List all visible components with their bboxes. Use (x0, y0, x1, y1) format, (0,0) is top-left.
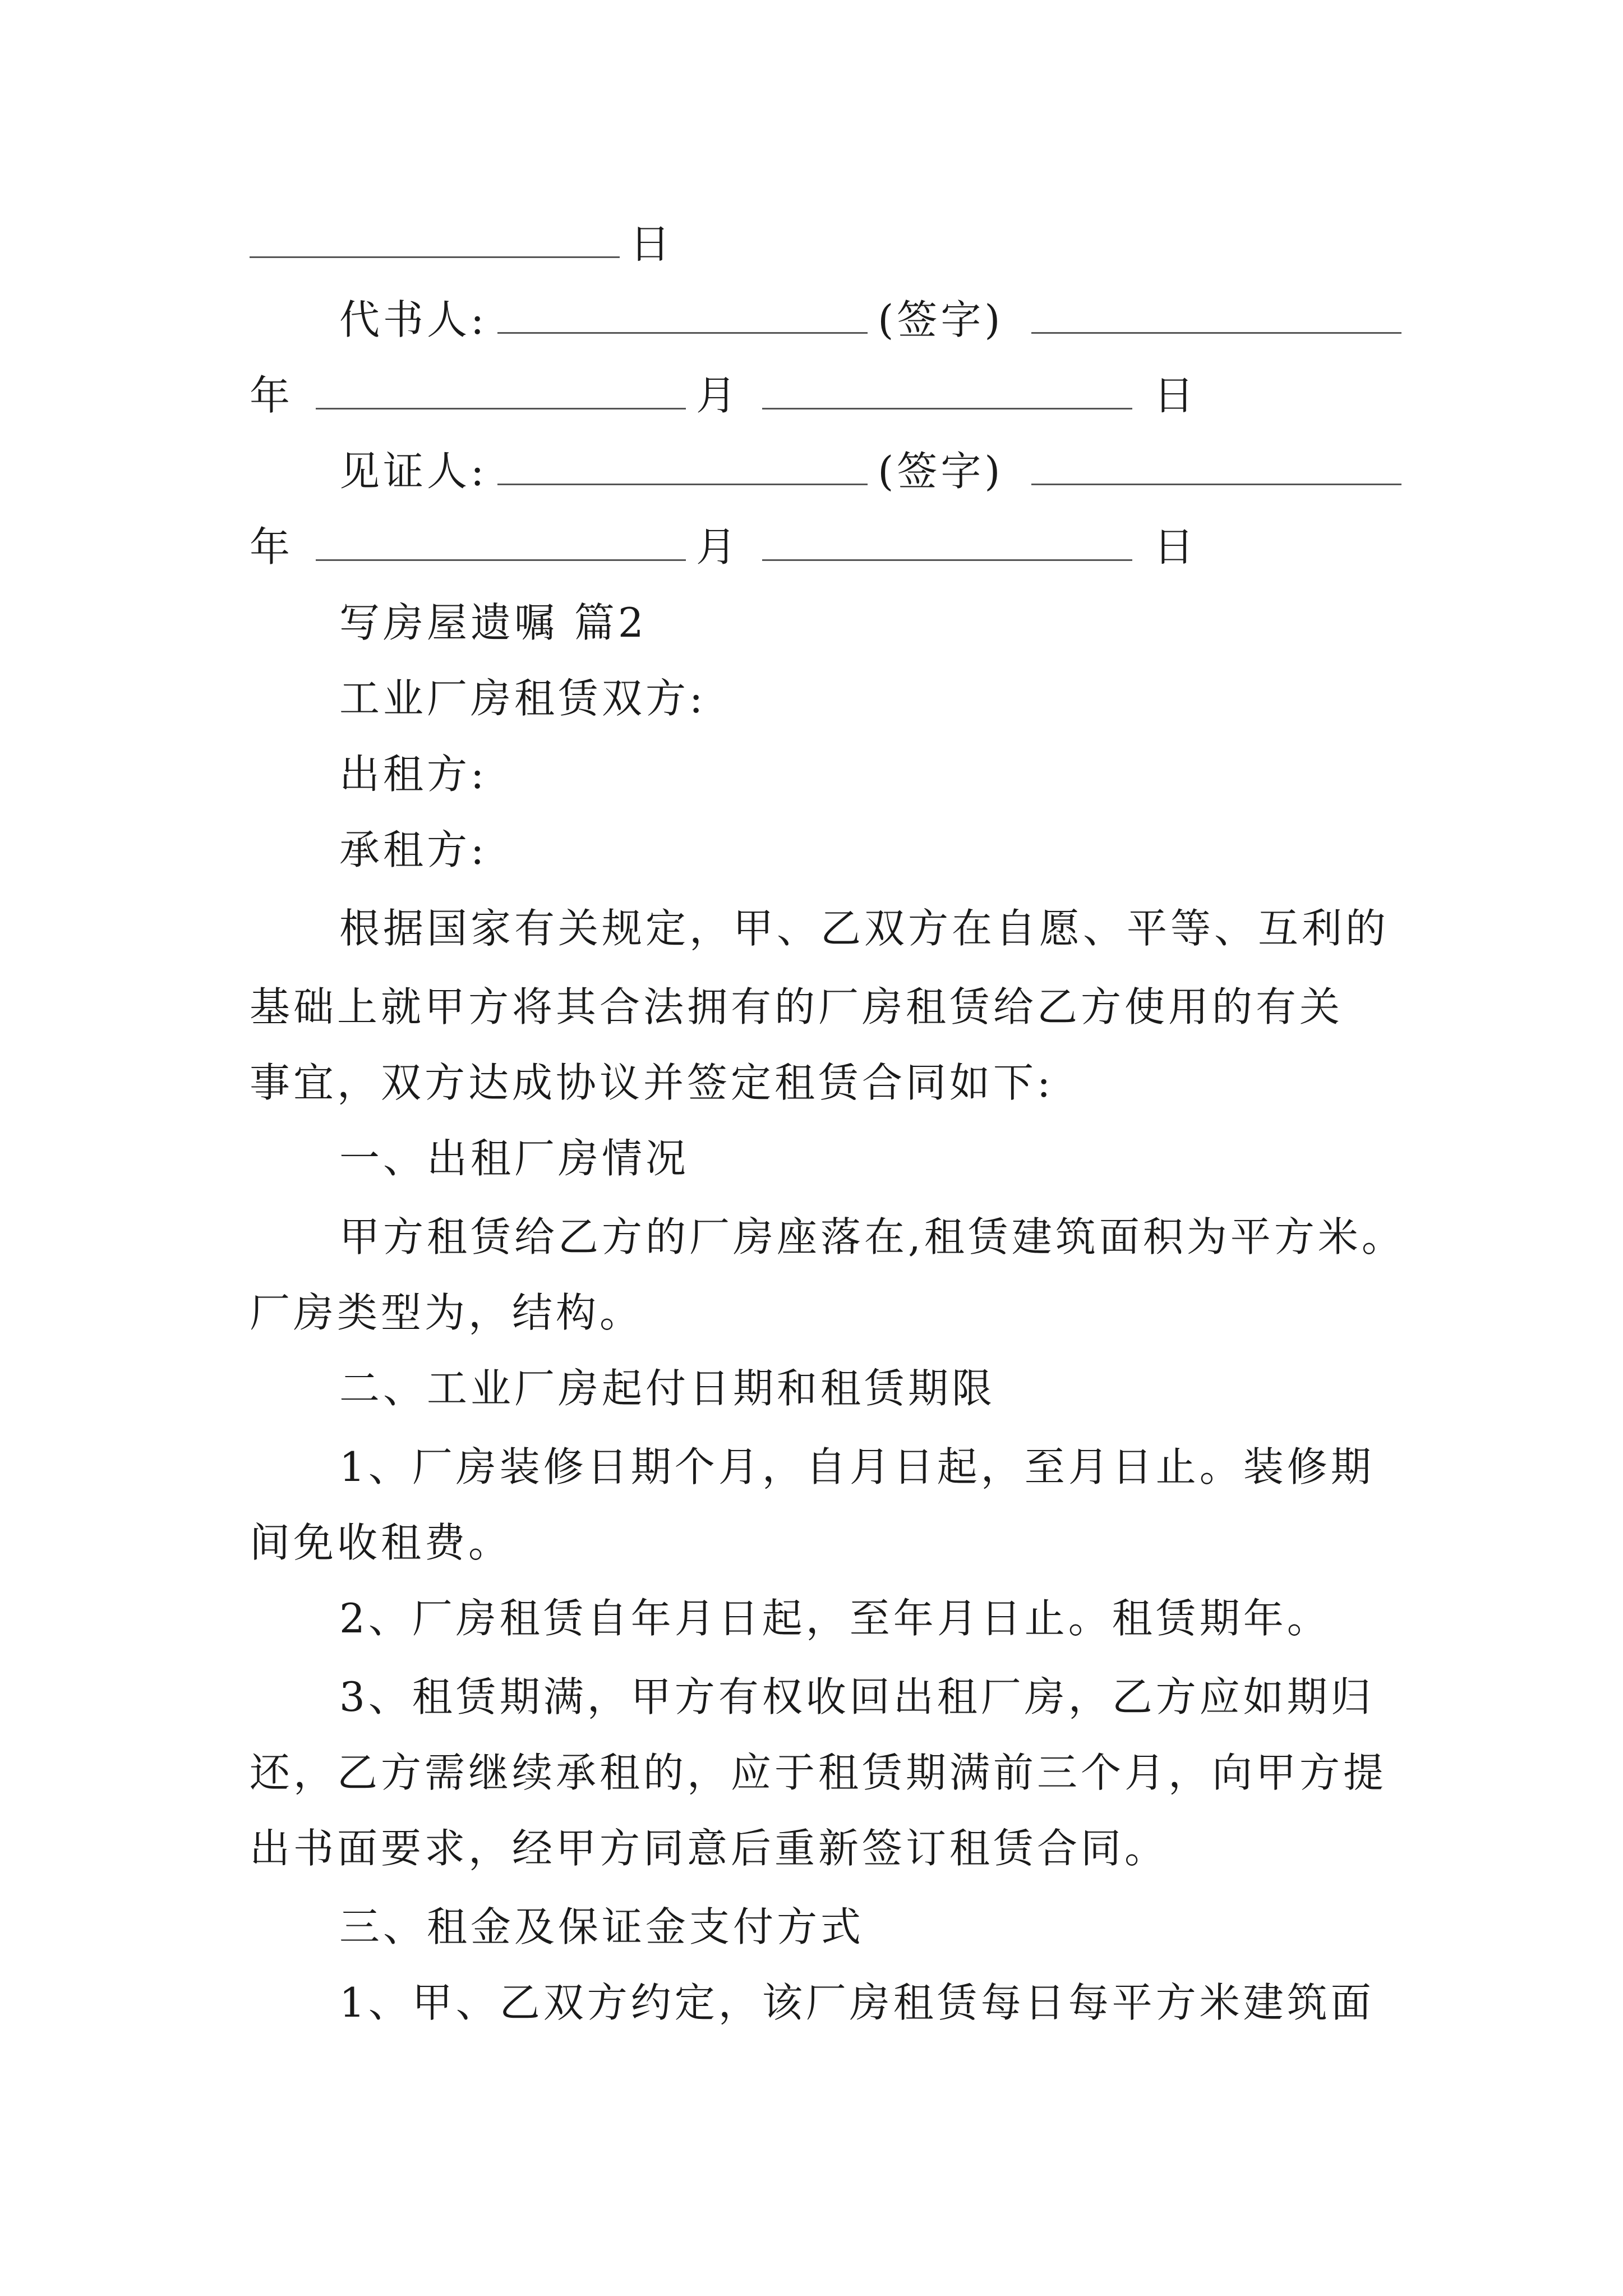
section-1-body-1: 甲方租赁给乙方的厂房座落在,租赁建筑面积为平方米。 (339, 1213, 1405, 1260)
month-label-2: 月 (696, 523, 740, 570)
day-label-3: 日 (1154, 523, 1198, 570)
month-blank (762, 369, 1132, 409)
year-label: 年 (250, 372, 294, 419)
day-line (250, 216, 1394, 272)
year-label-2: 年 (250, 523, 294, 570)
day-label-2: 日 (1154, 372, 1198, 419)
witness-signature-blank (497, 444, 868, 485)
section-2-item-2: 2、厂房租赁自年月日起，至年月日止。租赁期年。 (339, 1595, 1331, 1642)
lessor-label: 出租方: (339, 751, 488, 798)
witness-sign-mark: (签字) (878, 448, 1004, 495)
scribe-line (250, 292, 1483, 348)
preamble-line-1: 根据国家有关规定，甲、乙双方在自愿、平等、互利的 (339, 905, 1390, 952)
witness-date-line (250, 519, 1394, 575)
scribe-signature-blank (497, 293, 868, 334)
month-label: 月 (696, 372, 740, 419)
section-heading: 写房屋遗嘱 篇2 (339, 599, 647, 646)
day-label: 日 (630, 220, 674, 268)
witness-line (250, 443, 1483, 499)
preamble-line-3: 事宜，双方达成协议并签定租赁合同如下: (250, 1059, 1054, 1106)
month-blank-2 (762, 520, 1132, 561)
section-2-item-3-line-3: 出书面要求，经甲方同意后重新签订租赁合同。 (250, 1825, 1169, 1872)
section-3-title: 三、租金及保证金支付方式 (339, 1903, 865, 1950)
section-2-title: 二、工业厂房起付日期和租赁期限 (339, 1365, 996, 1412)
scribe-label: 代书人: (339, 296, 488, 343)
scribe-sign-mark: (签字) (878, 296, 1004, 343)
year-blank-2 (316, 520, 686, 561)
preamble-line-2: 基础上就甲方将其合法拥有的厂房租赁给乙方使用的有关 (250, 983, 1344, 1030)
lessee-label: 承租方: (339, 826, 488, 873)
section-2-item-1-line-2: 间免收租费。 (250, 1519, 513, 1566)
witness-label: 见证人: (339, 448, 488, 495)
section-1-body-2: 厂房类型为，结构。 (250, 1289, 644, 1336)
section-1-title: 一、出租厂房情况 (339, 1135, 690, 1182)
scribe-date-blank (1031, 293, 1401, 334)
witness-date-blank (1031, 444, 1401, 485)
day-blank (250, 217, 620, 258)
scribe-date-line (250, 367, 1394, 424)
year-blank (316, 369, 686, 409)
section-2-item-1-line-1: 1、厂房装修日期个月，自月日起，至月日止。装修期 (339, 1443, 1375, 1490)
section-2-item-3-line-1: 3、租赁期满，甲方有权收回出租厂房，乙方应如期归 (339, 1673, 1375, 1720)
section-2-item-3-line-2: 还，乙方需继续承租的，应于租赁期满前三个月，向甲方提 (250, 1749, 1387, 1796)
section-3-item-1: 1、甲、乙双方约定，该厂房租赁每日每平方米建筑面 (339, 1979, 1375, 2026)
parties-title: 工业厂房租赁双方: (339, 675, 707, 722)
